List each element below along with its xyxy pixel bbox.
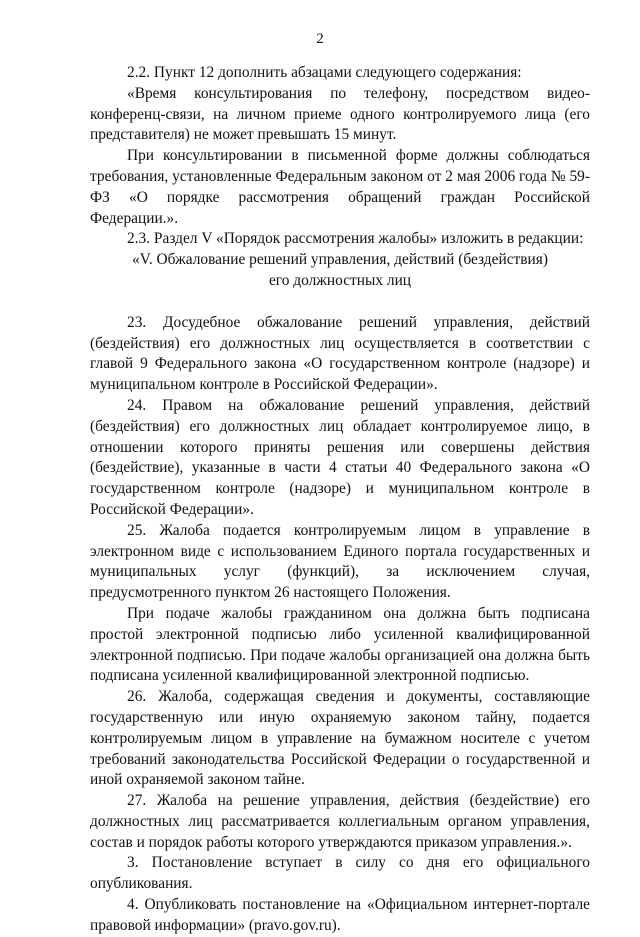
clause-27: 27. Жалоба на решение управления, действия (бездействие) его должностных лиц рассматривается коллегиальным органом управления, состав и порядок работы которого утверждаются приказом управления.». <box>90 792 590 851</box>
page-number: 2 <box>316 31 324 47</box>
clause-25-signature: При подаче жалобы гражданином она должна быть подписана простой электронной подписью либо усиленной квалифицированной электронной подписью. При подаче жалобы организацией она должна быть подписана усиленной квалифицированной электронной подписью. <box>90 604 590 685</box>
paragraph-written-consultation: При консультировании в письменной форме должны соблюдаться требования, установленные Федеральным законом от 2 мая 2006 года № 59-ФЗ «О порядке рассмотрения обращений граждан Российской Федерации.». <box>90 147 590 227</box>
paragraph-4-publication: 4. Опубликовать постановление на «Официальном интернет-портале правовой информации» (pravo.gov.ru). <box>90 896 590 934</box>
clause-26: 26. Жалоба, содержащая сведения и документы, составляющие государственную или иную охраняемую законом тайну, подается контролируемым лицом в управление на бумажном носителе с учетом требований законодательства Российской Федерации о государственной и иной охраняемой законом тайне. <box>90 688 590 789</box>
document-body <box>90 63 590 937</box>
paragraph-2-2: 2.2. Пункт 12 дополнить абзацами следующего содержания: <box>127 64 522 81</box>
clause-25: 25. Жалоба подается контролируемым лицом в управление в электронном виде с использованием Единого портала государственных и муниципальных услуг (функций), за исключением случая, предусмотренного пунктом 26 настоящего Положения. <box>90 521 590 602</box>
clause-23: 23. Досудебное обжалование решений управления, действий (бездействия) его должностных лиц осуществляется в соответствии с главой 9 Федерального закона «О государственном контроле (надзоре) и муниципальном контроле в Российской Федерации». <box>90 313 590 394</box>
paragraph-consultation-time: «Время консультирования по телефону, посредством видео-конференц-связи, на личном приеме одного контролируемого лица (его представителя) не может превышать 15 минут. <box>90 84 590 144</box>
paragraph-2-3: 2.3. Раздел V «Порядок рассмотрения жалобы» изложить в редакции: <box>127 230 584 248</box>
paragraph-3-effective-date: 3. Постановление вступает в силу со дня его официального опубликования. <box>90 854 590 893</box>
clause-24: 24. Правом на обжалование решений управления, действий (бездействия) его должностных лиц обладает контролируемое лицо, в отношении которого приняты решения или совершены действия (бездействие), указанные в части 4 статьи 40 Федерального закона «О государственном контроле (надзоре) и муниципальном контроле в Российской Федерации». <box>90 396 590 518</box>
section-title-line-1: «V. Обжалование решений управления, действий (бездействия) <box>132 251 548 269</box>
section-title-line-2: его должностных лиц <box>268 271 412 289</box>
